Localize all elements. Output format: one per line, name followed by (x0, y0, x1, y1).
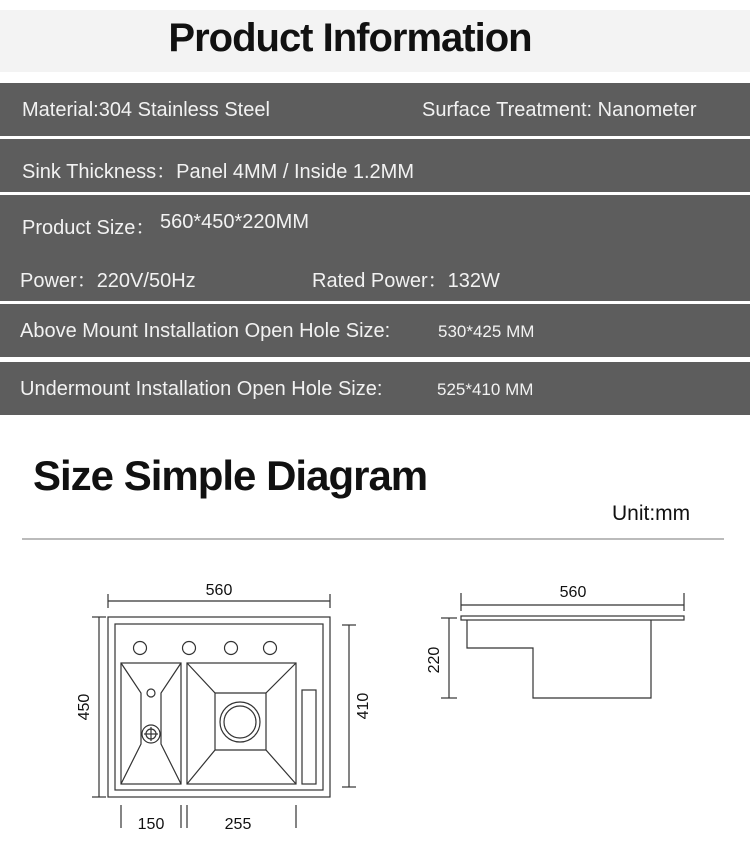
unit-label: Unit:mm (612, 502, 691, 525)
tap-hole-3 (225, 642, 238, 655)
diagram-title: Size Simple Diagram (33, 452, 428, 499)
side-view-profile (461, 616, 684, 698)
side-depth-dimension-line (441, 618, 457, 698)
top-width-label: 560 (205, 582, 233, 599)
rated-power-text: Rated Power：132W (312, 270, 500, 292)
top-height-label: 450 (76, 693, 93, 721)
thickness-text: Sink Thickness：Panel 4MM / Inside 1.2MM (22, 161, 415, 183)
power-text: Power：220V/50Hz (20, 270, 196, 292)
undermount-value: 525*410 MM (437, 380, 534, 399)
above-mount-label: Above Mount Installation Open Hole Size: (20, 320, 391, 342)
surface-treatment-text: Surface Treatment: Nanometer (422, 99, 697, 121)
tap-hole-1 (134, 642, 147, 655)
page-title: Product Information (168, 16, 532, 60)
tap-hole-4 (264, 642, 277, 655)
left-bowl (121, 663, 181, 784)
right-bowl (187, 663, 296, 784)
size-label: Product Size： (22, 217, 156, 239)
side-depth-label: 220 (426, 646, 443, 674)
left-bowl-label: 150 (137, 816, 165, 833)
tap-hole-2 (183, 642, 196, 655)
inner-height-dimension-line (342, 625, 356, 787)
right-bowl-label: 255 (224, 816, 252, 833)
undermount-label: Undermount Installation Open Hole Size: (20, 378, 383, 400)
material-text: Material:304 Stainless Steel (22, 99, 270, 121)
above-mount-value: 530*425 MM (438, 322, 535, 341)
size-value: 560*450*220MM (160, 211, 309, 233)
control-panel (302, 690, 316, 784)
top-height-dimension-line (92, 617, 106, 797)
inner-height-label: 410 (355, 692, 372, 720)
side-width-label: 560 (559, 584, 587, 601)
